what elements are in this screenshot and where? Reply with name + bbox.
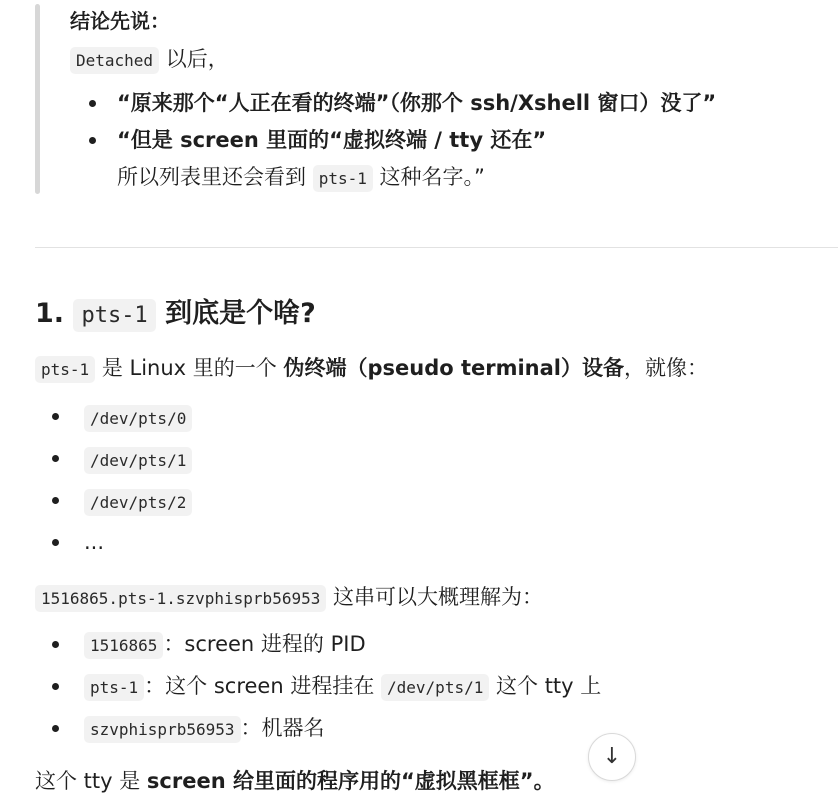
section-heading	[35, 296, 316, 334]
detached-code: Detached	[70, 47, 159, 74]
parts-list-item	[84, 629, 366, 661]
hostname-code: szvphisprb56953	[84, 716, 241, 743]
last-line-bold: screen 给里面的程序用的“虚拟黑框框”。	[146, 769, 555, 793]
blockquote-bullet-1	[117, 88, 716, 118]
device-code: /dev/pts/1	[84, 447, 192, 474]
pid-text: ：screen 进程的 PID	[163, 632, 366, 656]
session-code: 1516865.pts-1.szvphisprb56953	[35, 585, 326, 612]
bullet-dot	[52, 683, 59, 690]
intro-post: ，就像：	[624, 356, 709, 380]
section-divider	[35, 247, 838, 248]
hostname-text: ：机器名	[240, 716, 325, 740]
bullet-2-cont-post: 这种名字。”	[372, 165, 485, 189]
blockquote-bullet-2-text: “但是 screen 里面的“虚拟终端 / tty 还在”	[117, 128, 547, 152]
blockquote-heading	[70, 6, 170, 36]
blockquote-bar	[35, 4, 40, 194]
intro-pre: 是 Linux 里的一个	[95, 356, 284, 380]
device-code: /dev/pts/2	[84, 489, 192, 516]
blockquote-bullet-2	[117, 125, 546, 155]
section-number: 1.	[35, 298, 65, 329]
device-list-item	[84, 402, 192, 434]
device-list-item	[84, 444, 192, 476]
parts-list-item	[84, 713, 325, 745]
tty-code: /dev/pts/1	[381, 674, 489, 701]
blockquote-bullet-2-continuation	[117, 162, 485, 194]
intro-code: pts-1	[35, 356, 95, 383]
arrow-down-icon: ↓	[602, 744, 622, 769]
bullet-dot	[89, 100, 96, 107]
device-ellipsis: ...	[84, 530, 105, 554]
pts-code: pts-1	[84, 674, 144, 701]
bullet-dot	[52, 725, 59, 732]
bullet-dot	[52, 413, 59, 420]
intro-line	[35, 353, 708, 385]
blockquote-heading-text: 结论先说：	[70, 9, 170, 33]
last-line	[35, 766, 555, 796]
device-list-item	[84, 527, 104, 557]
blockquote-detached-line	[70, 44, 229, 76]
bullet-2-cont-pre: 所以列表里还会看到	[117, 165, 313, 189]
parts-list-item	[84, 671, 601, 703]
device-code: /dev/pts/0	[84, 405, 192, 432]
session-line	[35, 582, 543, 614]
pts-code: pts-1	[313, 165, 373, 192]
intro-bold: 伪终端（pseudo terminal）设备	[283, 356, 625, 380]
bullet-dot	[89, 137, 96, 144]
scroll-to-bottom-button[interactable]	[588, 733, 636, 781]
pts-text: ：这个 screen 进程挂在	[144, 674, 382, 698]
blockquote-bullet-1-text: “原来那个“人正在看的终端”（你那个 ssh/Xshell 窗口）没了”	[117, 91, 717, 115]
bullet-dot	[52, 641, 59, 648]
tty-post: 这个 tty 上	[489, 674, 602, 698]
bullet-dot	[52, 455, 59, 462]
detached-after-text: 以后，	[159, 47, 229, 71]
device-list-item	[84, 486, 192, 518]
section-title-code: pts-1	[73, 299, 155, 332]
bullet-dot	[52, 539, 59, 546]
session-post: 这串可以大概理解为：	[326, 585, 544, 609]
section-title-text: 到底是个啥?	[155, 298, 316, 329]
bullet-dot	[52, 497, 59, 504]
last-line-pre: 这个 tty 是	[35, 769, 147, 793]
pid-code: 1516865	[84, 632, 163, 659]
